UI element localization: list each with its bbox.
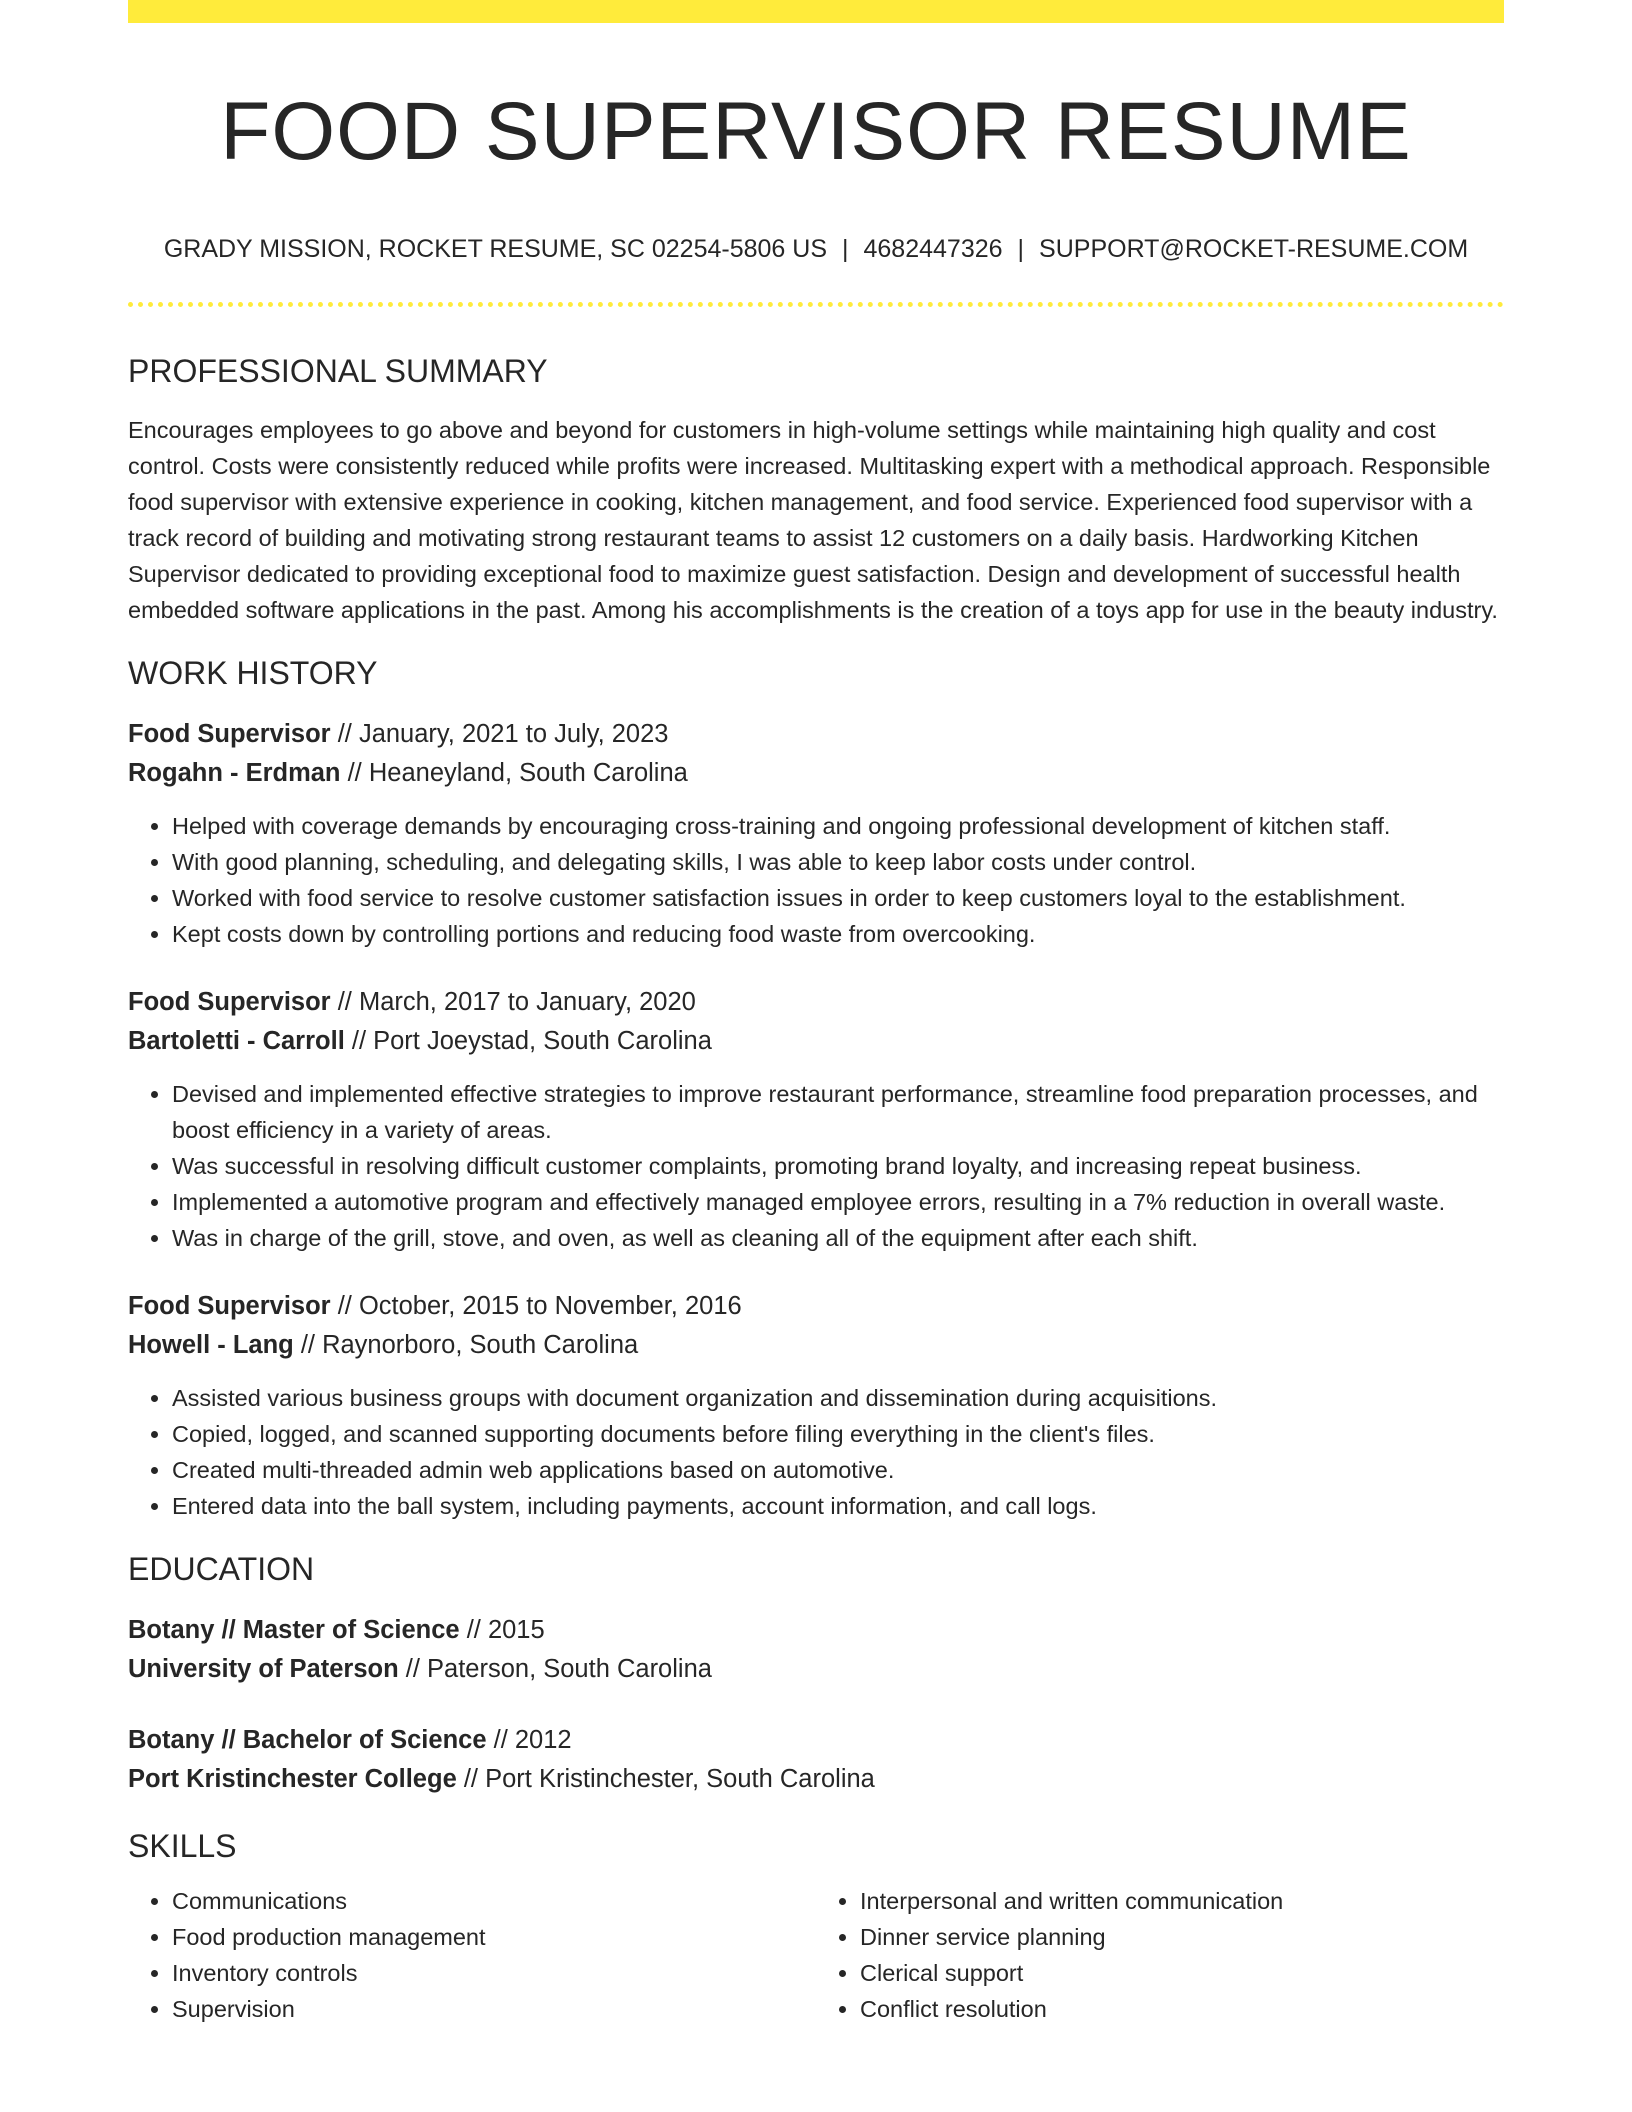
contact-phone: 4682447326 [863,235,1003,264]
job-entry [128,715,1504,952]
school-line [128,1760,1504,1799]
job-title: Food Supervisor [128,720,331,749]
list-item: • Inventory controls [172,1955,816,1991]
skills-heading: SKILLS [128,1828,237,1865]
job-company: Howell - Lang [128,1331,294,1360]
list-item: • Kept costs down by controlling portions and reducing food waste from overcooking. [172,916,1504,952]
job-location: // Raynorboro, South Carolina [293,1331,639,1360]
contact-address: GRADY MISSION, ROCKET RESUME, SC 02254-5806 US [163,235,827,264]
contact-separator: | [1017,235,1025,264]
list-item: • Assisted various business groups with document organization and dissemination during acquisitions. [172,1380,1504,1416]
list-item: • Interpersonal and written communication [860,1883,1504,1919]
degree-line [128,1611,1504,1650]
job-title-line [128,1287,1504,1326]
education-entry [128,1611,1504,1689]
job-title: Food Supervisor [128,988,331,1017]
list-item: • Was successful in resolving difficult customer complaints, promoting brand loyalty, and increasing repeat business. [172,1148,1504,1184]
list-item: • Dinner service planning [860,1919,1504,1955]
job-location: // Port Joeystad, South Carolina [344,1027,712,1056]
job-dates: // October, 2015 to November, 2016 [330,1292,742,1321]
dotted-divider [128,302,1504,307]
school: University of Paterson [128,1655,399,1684]
job-company-line [128,1022,1504,1061]
job-bullets [128,1076,1504,1256]
job-dates: // March, 2017 to January, 2020 [330,988,696,1017]
job-dates: // January, 2021 to July, 2023 [330,720,669,749]
school-line [128,1650,1504,1689]
job-entry [128,983,1504,1256]
job-bullets [128,1380,1504,1524]
job-company: Bartoletti - Carroll [128,1027,345,1056]
list-item: • With good planning, scheduling, and delegating skills, I was able to keep labor costs under control. [172,844,1504,880]
job-location: // Heaneyland, South Carolina [340,759,688,788]
degree-line [128,1721,1504,1760]
skills-column-left [128,1883,816,2027]
job-company-line [128,754,1504,793]
list-item: • Clerical support [860,1955,1504,1991]
list-item: • Was in charge of the grill, stove, and oven, as well as cleaning all of the equipment after each shift. [172,1220,1504,1256]
degree-year: // 2015 [459,1616,545,1645]
list-item: • Implemented a automotive program and effectively managed employee errors, resulting in a 7% reduction in overall waste. [172,1184,1504,1220]
resume-page [128,0,1504,2027]
job-title-line [128,983,1504,1022]
job-title: Food Supervisor [128,1292,331,1321]
summary-text: Encourages employees to go above and beyond for customers in high-volume settings while maintaining high quality and cost control. Costs were consistently reduced while profits were increased. Multitasking expert with a methodical approach. Responsible food supervisor with extensive experience in cooking, kitchen management, and food service. Experienced food supervisor with a track record of building and motivating strong restaurant teams to assist 12 customers on a daily basis. Hardworking Kitchen Supervisor dedicated to providing exceptional food to maximize guest satisfaction. Design and development of successful health embedded software applications in the past. Among his accomplishments is the creation of a toys app for use in the beauty industry. [128,417,1498,624]
list-item: • Conflict resolution [860,1991,1504,2027]
skills-column-right [816,1883,1504,2027]
job-company-line [128,1326,1504,1365]
summary-heading: PROFESSIONAL SUMMARY [128,353,548,390]
work-history-heading: WORK HISTORY [128,655,378,692]
list-item: • Entered data into the ball system, including payments, account information, and call logs. [172,1488,1504,1524]
degree: Botany // Master of Science [128,1616,460,1645]
list-item: • Devised and implemented effective strategies to improve restaurant performance, streamline food preparation processes, and boost efficiency in a variety of areas. [172,1076,1504,1148]
accent-top-bar [128,0,1504,23]
skills-list [128,1883,1504,2027]
list-item: • Copied, logged, and scanned supporting documents before filing everything in the client's files. [172,1416,1504,1452]
contact-separator: | [842,235,849,264]
education-entry [128,1721,1504,1799]
list-item: • Helped with coverage demands by encouraging cross-training and ongoing professional development of kitchen staff. [172,808,1504,844]
list-item: • Created multi-threaded admin web applications based on automotive. [172,1452,1504,1488]
job-title-line [128,715,1504,754]
school-location: // Paterson, South Carolina [398,1655,712,1684]
job-entry [128,1287,1504,1524]
job-company: Rogahn - Erdman [128,759,341,788]
resume-title: FOOD SUPERVISOR RESUME [220,86,1412,177]
list-item: • Supervision [172,1991,816,2027]
contact-email: SUPPORT@ROCKET-RESUME.COM [1039,235,1469,264]
school: Port Kristinchester College [128,1765,457,1794]
list-item: • Food production management [172,1919,816,1955]
job-bullets [128,808,1504,952]
list-item: • Communications [172,1883,816,1919]
degree: Botany // Bachelor of Science [128,1726,487,1755]
contact-line [128,235,1504,264]
education-heading: EDUCATION [128,1551,315,1588]
degree-year: // 2012 [486,1726,572,1755]
list-item: • Worked with food service to resolve customer satisfaction issues in order to keep customers loyal to the establishment. [172,880,1504,916]
school-location: // Port Kristinchester, South Carolina [456,1765,875,1794]
